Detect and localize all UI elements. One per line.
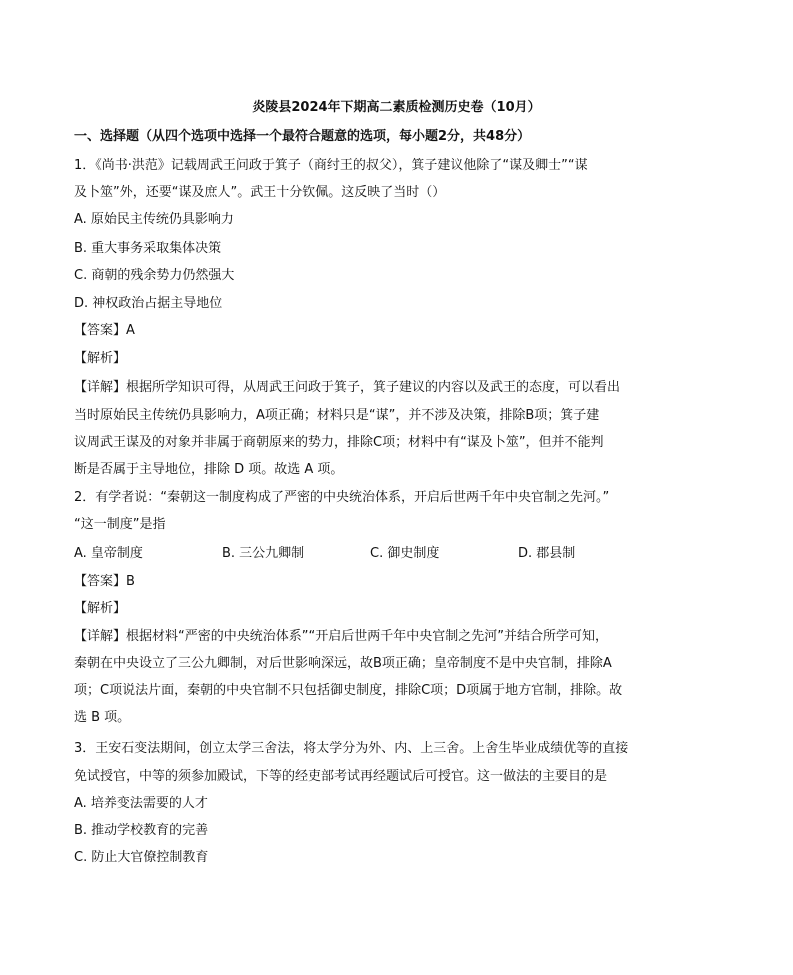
q2-detail-line-2: 秦朝在中央设立了三公九卿制，对后世影响深远，故B项正确；皇帝制度不是中央官制，排除A xyxy=(74,656,612,671)
q1-option-c: C. 商朝的残余势力仍然强大 xyxy=(74,268,235,283)
q3-option-a: A. 培养变法需要的人才 xyxy=(74,796,208,811)
q2-option-b: B. 三公九卿制 xyxy=(222,546,305,561)
page-title: 炎陵县2024年下期高二素质检测历史卷（10月） xyxy=(252,100,541,115)
q2-stem-line-2: “这一制度”是指 xyxy=(74,517,166,532)
q2-detail-line-1: 【详解】根据材料“严密的中央统治体系”“开启后世两千年中央官制之先河”并结合所学可知， xyxy=(74,629,608,644)
q1-stem-line-1: 1．《尚书·洪范》记载周武王问政于箕子（商纣王的叔父），箕子建议他除了“谋及卿士”“谋 xyxy=(74,158,588,173)
q1-detail-line-3: 议周武王谋及的对象并非属于商朝原来的势力，排除C项；材料中有“谋及卜筮”，但并不能判 xyxy=(74,435,604,450)
q2-answer: 【答案】B xyxy=(74,574,135,589)
q1-stem-line-2: 及卜筮”外，还要“谋及庶人”。武王十分钦佩。这反映了当时（） xyxy=(74,185,446,200)
q2-detail-line-3: 项；C项说法片面，秦朝的中央官制不只包括御史制度，排除C项；D项属于地方官制，排除。故 xyxy=(74,683,623,698)
q2-stem-line-1: 2．有学者说：“秦朝这一制度构成了严密的中央统治体系，开启后世两千年中央官制之先河。” xyxy=(74,490,610,505)
q2-option-d: D. 郡县制 xyxy=(518,546,576,561)
q2-analysis-label: 【解析】 xyxy=(74,601,127,616)
section-heading: 一、选择题（从四个选项中选择一个最符合题意的选项，每小题2分，共48分） xyxy=(74,129,531,144)
q2-detail-line-4: 选 B 项。 xyxy=(74,710,131,725)
q1-option-a: A. 原始民主传统仍具影响力 xyxy=(74,212,234,227)
q2-option-c: C. 御史制度 xyxy=(370,546,440,561)
q1-detail-line-4: 断是否属于主导地位，排除 D 项。故选 A 项。 xyxy=(74,462,344,477)
q1-analysis-label: 【解析】 xyxy=(74,351,127,366)
q3-stem-line-1: 3．王安石变法期间，创立太学三舍法，将太学分为外、内、上三舍。上舍生毕业成绩优等的直接 xyxy=(74,741,629,756)
q3-option-c: C. 防止大官僚控制教育 xyxy=(74,850,209,865)
q3-option-b: B. 推动学校教育的完善 xyxy=(74,823,209,838)
q1-detail-line-2: 当时原始民主传统仍具影响力，A项正确；材料只是“谋”，并不涉及决策，排除B项；箕子建 xyxy=(74,408,600,423)
q1-answer: 【答案】A xyxy=(74,323,135,338)
q3-stem-line-2: 免试授官，中等的须参加殿试，下等的经吏部考试再经题试后可授官。这一做法的主要目的是 xyxy=(74,769,608,784)
q1-option-d: D. 神权政治占据主导地位 xyxy=(74,296,223,311)
q1-option-b: B. 重大事务采取集体决策 xyxy=(74,241,222,256)
q2-option-a: A. 皇帝制度 xyxy=(74,546,143,561)
q1-detail-line-1: 【详解】根据所学知识可得，从周武王问政于箕子，箕子建议的内容以及武王的态度，可以看出 xyxy=(74,380,621,395)
